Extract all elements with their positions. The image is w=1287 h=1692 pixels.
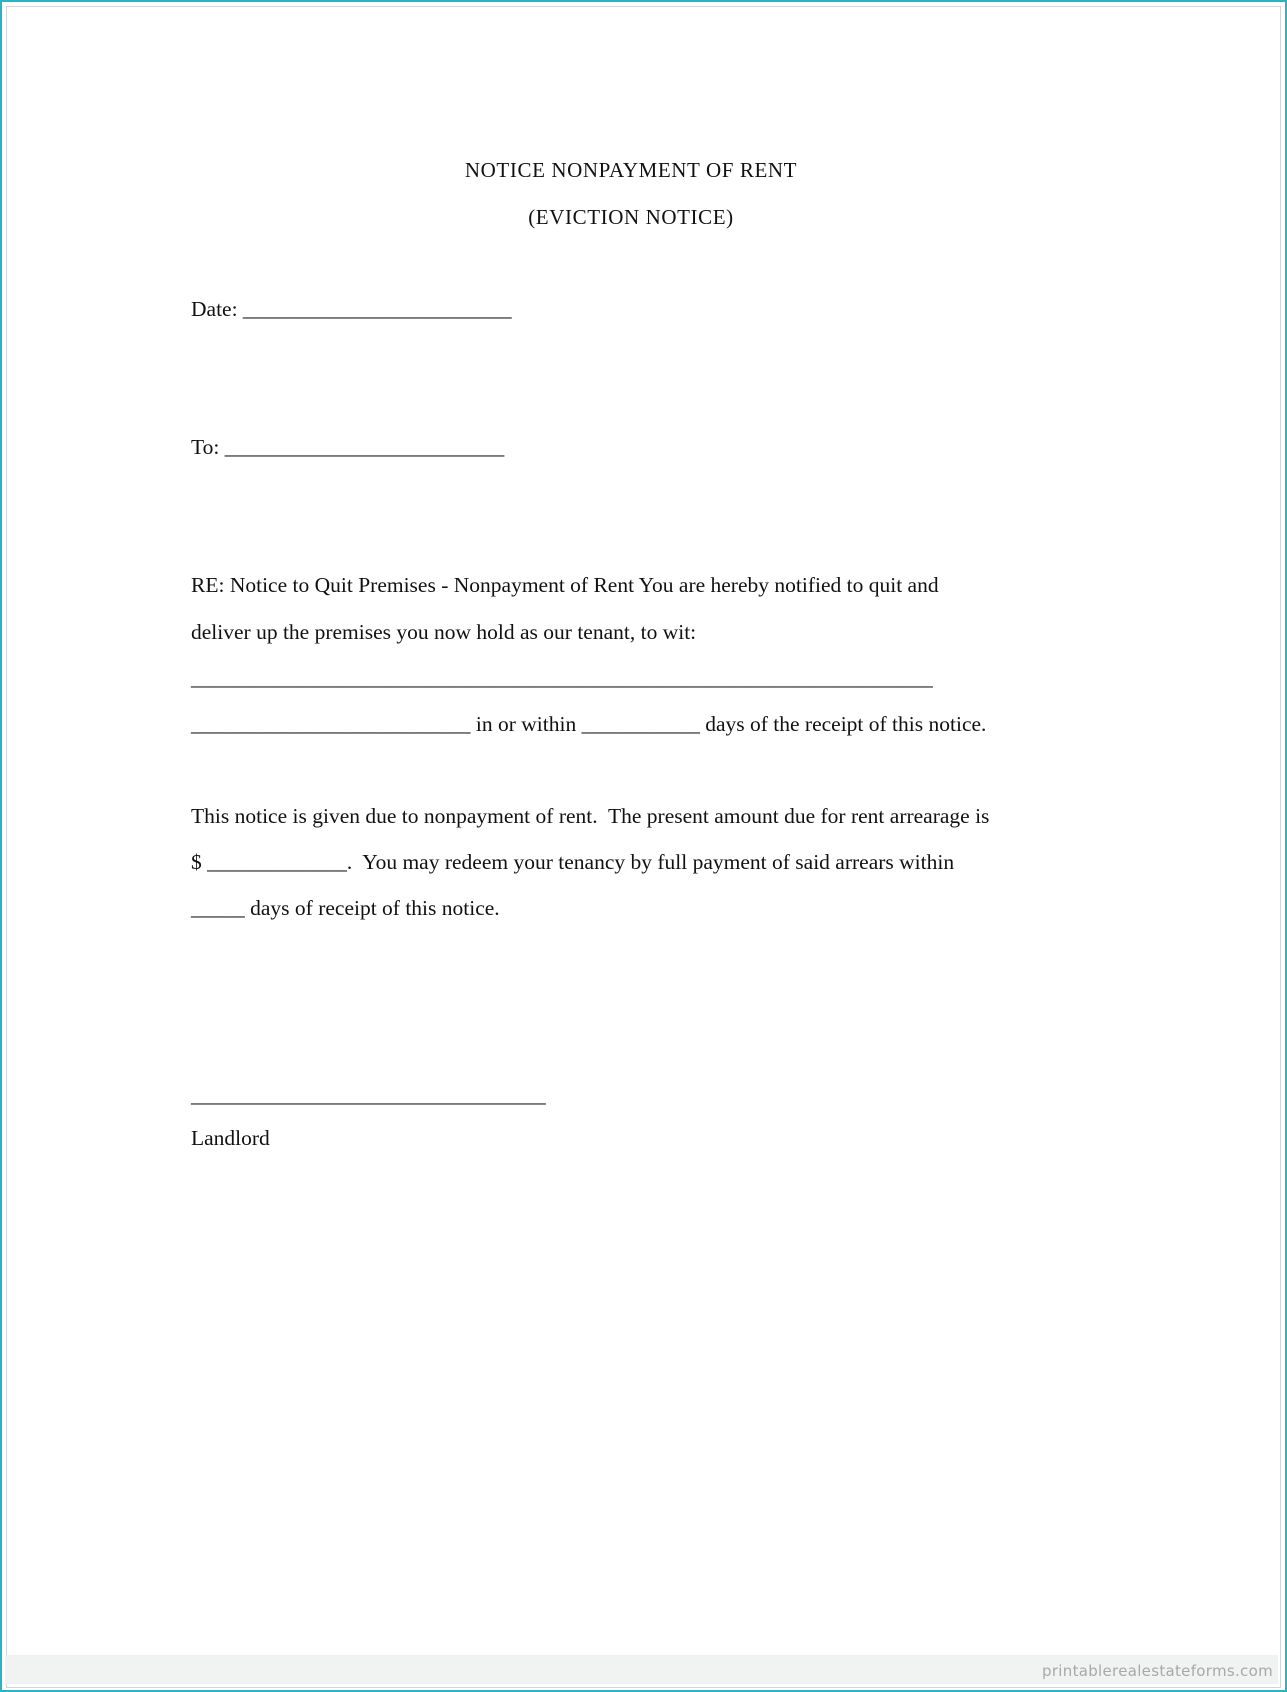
landlord-signature-line: _________________________________ (191, 1083, 546, 1107)
site-watermark: printablerealestateforms.com (1042, 1662, 1273, 1680)
within-days-line: __________________________ in or within ___________ days of the receipt of this notice. (191, 712, 987, 736)
premises-blank-line: _____________________________________________________________________ (191, 666, 933, 690)
to-field-line: To: __________________________ (191, 435, 505, 459)
arrearage-paragraph-line-1: This notice is given due to nonpayment of rent. The present amount due for rent arrearage is (191, 804, 990, 828)
arrearage-paragraph-line-2: $ _____________. You may redeem your tenancy by full payment of said arrears within (191, 850, 955, 874)
arrearage-paragraph-line-3: _____ days of receipt of this notice. (191, 896, 500, 920)
document-title: NOTICE NONPAYMENT OF RENT (464, 158, 798, 182)
landlord-label: Landlord (191, 1126, 270, 1150)
re-paragraph-line-2: deliver up the premises you now hold as our tenant, to wit: (191, 620, 697, 644)
re-paragraph-line-1: RE: Notice to Quit Premises - Nonpayment of Rent You are hereby notified to quit and (191, 573, 939, 597)
document-subtitle: (EVICTION NOTICE) (528, 205, 734, 229)
date-field-line: Date: _________________________ (191, 297, 512, 321)
